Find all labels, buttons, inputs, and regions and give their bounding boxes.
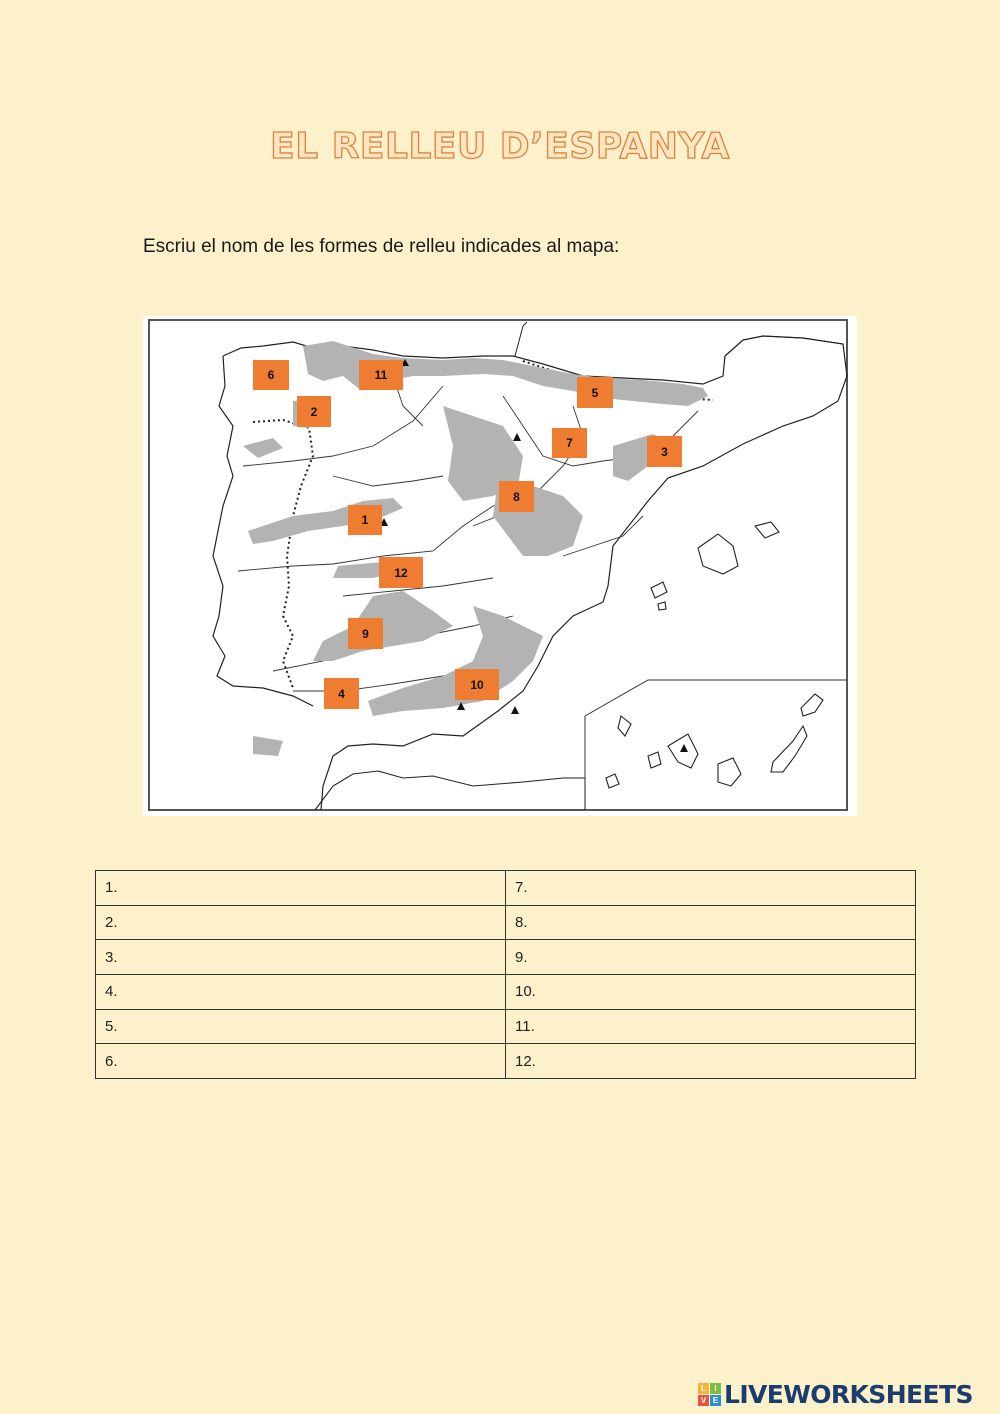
map-marker-3[interactable]: 3 xyxy=(647,436,682,467)
map-marker-1[interactable]: 1 xyxy=(348,505,382,535)
map-marker-6[interactable]: 6 xyxy=(253,360,289,390)
answer-cell-2[interactable]: 2. xyxy=(96,905,506,940)
instruction-text: Escriu el nom de les formes de relleu indicades al mapa: xyxy=(143,236,620,257)
answer-cell-8[interactable]: 8. xyxy=(506,905,916,940)
answer-cell-7[interactable]: 7. xyxy=(506,871,916,906)
answer-cell-11[interactable]: 11. xyxy=(506,1009,916,1044)
answer-cell-9[interactable]: 9. xyxy=(506,940,916,975)
logo-mark-icon xyxy=(698,1383,721,1406)
map-marker-9[interactable]: 9 xyxy=(348,618,383,649)
answer-cell-10[interactable]: 10. xyxy=(506,975,916,1010)
table-row xyxy=(96,905,916,940)
iberia-map-drawing xyxy=(143,316,857,816)
map-marker-8[interactable]: 8 xyxy=(499,481,534,512)
answer-cell-3[interactable]: 3. xyxy=(96,940,506,975)
answer-cell-5[interactable]: 5. xyxy=(96,1009,506,1044)
logo-mark-e: E xyxy=(710,1395,721,1406)
answer-cell-6[interactable]: 6. xyxy=(96,1044,506,1079)
table-row xyxy=(96,1044,916,1079)
table-row xyxy=(96,871,916,906)
map-marker-4[interactable]: 4 xyxy=(324,678,359,709)
answer-cell-4[interactable]: 4. xyxy=(96,975,506,1010)
map-marker-2[interactable]: 2 xyxy=(297,396,331,427)
page-title: EL RELLEU D’ESPANYA xyxy=(270,126,730,167)
logo-text: LIVEWORKSHEETS xyxy=(724,1379,973,1409)
map-marker-11[interactable]: 11 xyxy=(359,360,403,390)
logo-mark-i: I xyxy=(710,1383,721,1394)
liveworksheets-logo[interactable] xyxy=(698,1374,973,1414)
map-marker-5[interactable]: 5 xyxy=(577,377,613,408)
map-marker-7[interactable]: 7 xyxy=(552,428,587,458)
answers-table xyxy=(95,870,916,1079)
table-row xyxy=(96,975,916,1010)
answer-cell-1[interactable]: 1. xyxy=(96,871,506,906)
answer-cell-12[interactable]: 12. xyxy=(506,1044,916,1079)
logo-mark-l: L xyxy=(698,1383,709,1394)
table-row xyxy=(96,1009,916,1044)
map-marker-10[interactable]: 10 xyxy=(455,669,499,700)
table-row xyxy=(96,940,916,975)
relief-map xyxy=(143,316,857,816)
map-marker-12[interactable]: 12 xyxy=(379,557,423,588)
logo-mark-v: V xyxy=(698,1395,709,1406)
